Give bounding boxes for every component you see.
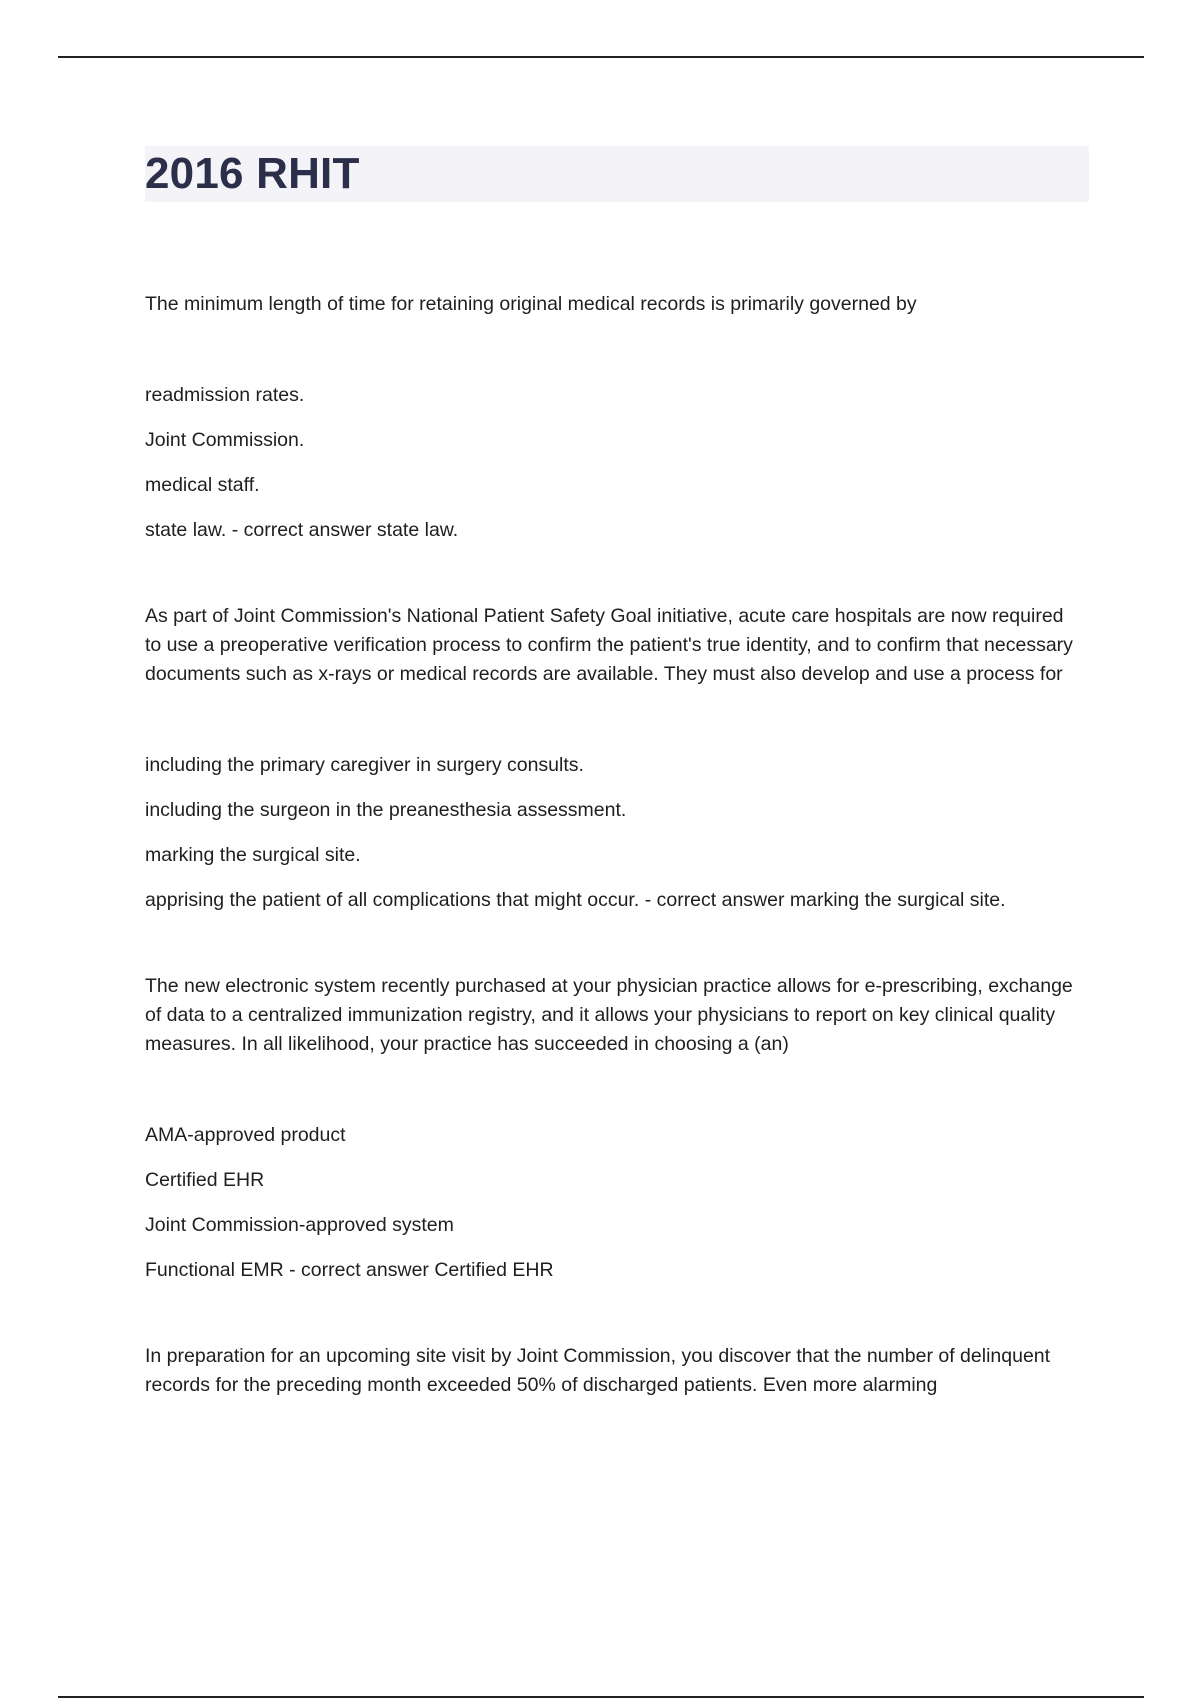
answer-option: readmission rates. (145, 384, 305, 406)
bottom-rule (58, 1696, 1144, 1698)
question-prompt: As part of Joint Commission's National Patient Safety Goal initiative, acute care hospitals are now required to use a preoperative verification process to confirm the patient's true identity, and to confirm that necessary documents such as x-rays or medical records are available. They must also develop and use a process for (145, 605, 1073, 685)
answer-option: including the primary caregiver in surgery consults. (145, 754, 584, 776)
answer-option: Joint Commission-approved system (145, 1214, 454, 1236)
answer-option: Joint Commission. (145, 429, 305, 451)
question-list (145, 290, 1085, 1462)
answer-option: Certified EHR (145, 1169, 265, 1191)
question-block (145, 1342, 1085, 1400)
answer-option: marking the surgical site. (145, 844, 361, 866)
top-rule (58, 56, 1144, 58)
answer-option: AMA-approved product (145, 1124, 346, 1146)
question-block (145, 972, 1085, 1285)
question-prompt: In preparation for an upcoming site visit by Joint Commission, you discover that the number of delinquent records for the preceding month exceeded 50% of discharged patients. Even more alarming (145, 1345, 1051, 1396)
answer-option-with-correct-answer: Functional EMR - correct answer Certified EHR (145, 1259, 554, 1281)
question-prompt: The new electronic system recently purchased at your physician practice allows for e-prescribing, exchange of data to a centralized immunization registry, and it allows your physicians to report on key clinical quality measures. In all likelihood, your practice has succeeded in choosing a (an) (145, 975, 1073, 1055)
answer-option-with-correct-answer: state law. - correct answer state law. (145, 519, 459, 541)
question-block (145, 290, 1085, 545)
question-prompt: The minimum length of time for retaining original medical records is primarily governed by (145, 293, 917, 315)
question-block (145, 602, 1085, 915)
document-title: 2016 RHIT (145, 149, 360, 198)
answer-option: medical staff. (145, 474, 260, 496)
answer-option-with-correct-answer: apprising the patient of all complications that might occur. - correct answer marking the surgical site. (145, 889, 1006, 911)
answer-option: including the surgeon in the preanesthesia assessment. (145, 799, 627, 821)
